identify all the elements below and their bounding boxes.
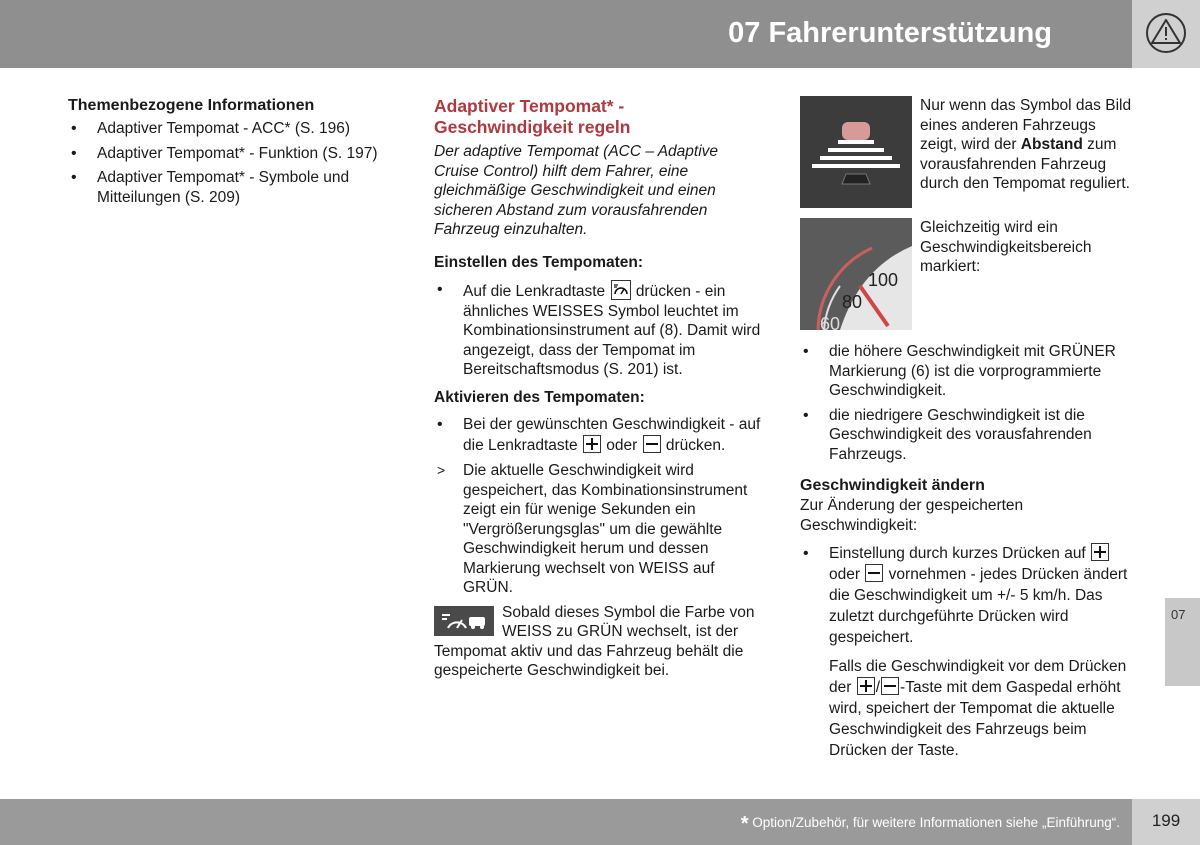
page-header xyxy=(0,0,1132,68)
plus-button-icon xyxy=(1091,543,1109,561)
related-link[interactable]: • Adaptiver Tempomat* - Funktion (S. 197) xyxy=(68,144,403,164)
related-info-list xyxy=(68,119,403,207)
distance-symbol-image xyxy=(800,96,912,208)
set-steps xyxy=(434,280,764,380)
step-text: oder xyxy=(829,566,861,583)
gauge-label: 100 xyxy=(868,270,899,290)
page-footer xyxy=(0,799,1132,845)
note-paragraph xyxy=(829,656,1132,761)
header-icon-box xyxy=(1132,0,1200,68)
minus-button-icon xyxy=(643,435,661,453)
distance-figure xyxy=(800,96,1132,208)
page-number-box xyxy=(1132,799,1200,845)
change-speed-steps xyxy=(800,543,1132,761)
note-slash: / xyxy=(875,679,881,696)
related-link[interactable]: • Adaptiver Tempomat* - Symbole und Mitteilungen (S. 209) xyxy=(68,168,403,207)
related-link[interactable]: • Adaptiver Tempomat - ACC* (S. 196) xyxy=(68,119,403,139)
step-text: vornehmen - jedes Drücken ändert die Geschwindigkeit um +/- 5 km/h. Das zuletzt durchgeführte Drücken wird gespeichert. xyxy=(829,566,1128,646)
subheading-set: Einstellen des Tempomaten: xyxy=(434,253,644,271)
footer-note xyxy=(741,813,1120,835)
main-column xyxy=(434,96,764,691)
footer-star: * xyxy=(740,813,749,835)
gauge-label: 80 xyxy=(842,292,863,312)
step-text: Auf die Lenkradtaste xyxy=(463,283,606,300)
note-text: -Taste mit dem Gaspedal erhöht wird, speichert der Tempomat die aktuelle Geschwindigkeit des Fahrzeugs beim Drücken der Taste. xyxy=(829,679,1121,759)
list-item: • die niedrigere Geschwindigkeit ist die Geschwindigkeit des vorausfahrenden Fahrzeugs. xyxy=(800,406,1132,465)
marking-list xyxy=(800,342,1132,464)
step-text: oder xyxy=(606,437,638,454)
cruise-control-symbol-icon xyxy=(434,606,494,636)
change-speed-intro: Zur Änderung der gespeicherten Geschwindigkeit: xyxy=(800,497,1024,534)
result-text: > Die aktuelle Geschwindigkeit wird gespeichert, das Kombinationsinstrument zeigt ein für wenige Sekunden ein "Vergrößerungsglas" um die gewählte Geschwindigkeit herum und dessen Markierung wechselt von WEISS auf GRÜN. xyxy=(434,461,764,598)
step-text: drücken. xyxy=(665,437,726,454)
minus-button-icon xyxy=(881,677,899,695)
subheading-activate: Aktivieren des Tempomaten: xyxy=(434,388,645,406)
chapter-title: 07 Fahrerunterstützung xyxy=(728,17,1052,49)
list-item xyxy=(800,543,1132,761)
section-title: Adaptiver Tempomat* - Geschwindigkeit regeln xyxy=(434,96,631,137)
warning-triangle-icon xyxy=(1145,12,1187,54)
symbol-text: Sobald dieses Symbol die Farbe von WEISS zu GRÜN wechselt, ist der Tempomat aktiv und das Fahrzeug behält die gespeicherte Geschwindigkeit bei. xyxy=(434,603,755,679)
right-column xyxy=(800,96,1132,766)
plus-button-icon xyxy=(583,435,601,453)
fig1-bold: Abstand xyxy=(1020,136,1083,153)
step-text: Bei der gewünschten Geschwindigkeit - auf die Lenkradtaste xyxy=(463,416,761,454)
related-info-heading: Themenbezogene Informationen xyxy=(68,97,315,114)
speed-gauge-figure xyxy=(800,218,1132,330)
fig1-text: zum vorausfahrenden Fahrzeug durch den Tempomat reguliert. xyxy=(920,136,1130,192)
chapter-side-tab xyxy=(1165,598,1200,686)
note-text: Falls die Geschwindigkeit vor dem Drücken der xyxy=(829,658,1127,696)
cc-symbol-figure xyxy=(434,603,764,681)
result-list xyxy=(434,461,764,598)
list-item xyxy=(434,280,764,380)
activate-steps xyxy=(434,414,764,456)
page-number: 199 xyxy=(1151,811,1181,830)
speedometer-image xyxy=(800,218,912,330)
minus-button-icon xyxy=(865,564,883,582)
change-speed-heading: Geschwindigkeit ändern xyxy=(800,477,985,494)
step-text: drücken - ein ähnliches WEISSES Symbol leuchtet im Kombinationsinstrument auf (8). Damit wird angezeigt, dass der Tempomat im Bereitschaftsmodus (S. 201) ist. xyxy=(463,283,761,378)
fig1-text: Nur wenn das Symbol das Bild eines anderen Fahrzeugs zeigt, wird der xyxy=(920,97,1132,153)
footer-text: Option/Zubehör, für weitere Informationen siehe „Einführung“. xyxy=(752,815,1120,830)
plus-button-icon xyxy=(857,677,875,695)
chapter-tab-label: 07 xyxy=(1171,607,1186,622)
step-text: Einstellung durch kurzes Drücken auf xyxy=(829,545,1086,562)
fig2-text: Gleichzeitig wird ein Geschwindigkeitsbereich markiert: xyxy=(920,219,1092,275)
list-item xyxy=(434,414,764,456)
gauge-label: 60 xyxy=(820,314,841,330)
cruise-control-button-icon xyxy=(611,280,631,300)
list-item: • die höhere Geschwindigkeit mit GRÜNER Markierung (6) ist die vorprogrammierte Geschwindigkeit. xyxy=(800,342,1132,401)
related-info-column xyxy=(68,96,403,212)
intro-text: Der adaptive Tempomat (ACC – Adaptive Cruise Control) hilft dem Fahrer, eine gleichmäßige Geschwindigkeit und einen sicheren Abstand zum vorausfahrenden Fahrzeug einzuhalten. xyxy=(434,143,719,238)
